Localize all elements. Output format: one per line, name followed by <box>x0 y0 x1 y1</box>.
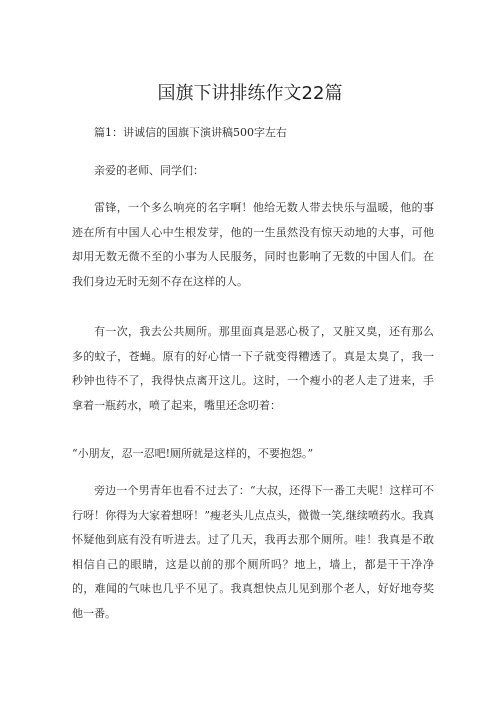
paragraph-3: 旁边一个男青年也看不过去了：“大叔，还得下一番工夫呢！这样可不行呀！你得为大家着想呀！”瘦老头儿点点头，微微一笑,继续喷药水。我真怀疑他到底有没有听进去。过了几天，我再去那个厕所。哇！我真是不敢相信自己的眼睛，这是以前的那个厕所吗？地上，墙上，都是干干净净的，难闻的气味也几乎不见了。我真想快点儿见到那个老人，好好地夸奖他一番。 <box>72 484 434 620</box>
paragraph-2: 有一次，我去公共厕所。那里面真是恶心极了，又脏又臭，还有那么多的蚊子，苍蝇。原有的好心情一下子就变得糟透了。真是太臭了，我一秒钟也待不了，我得快点离开这儿。这时，一个瘦小的老人走了进来，手拿着一瓶药水，喷了起来，嘴里还念叨着： <box>72 325 434 412</box>
greeting-line: 亲爱的老师、同学们： <box>94 164 204 177</box>
paragraph-1: 雷锋，一个多么响亮的名字啊！他给无数人带去快乐与温暖，他的事迹在所有中国人心中生根发芽，他的一生虽然没有惊天动地的大事，可他却用无数无微不至的小事为人民服务，同时也影响了无数的中国人们。在我们身边无时无刻不存在这样的人。 <box>72 201 434 288</box>
quote-line: “小朋友，忍一忍吧!厕所就是这样的，不要抱怨。” <box>72 447 314 460</box>
document-title: 国旗下讲排练作文22篇 <box>157 83 343 104</box>
article-subtitle: 篇1：讲诚信的国旗下演讲稿500字左右 <box>94 126 287 139</box>
